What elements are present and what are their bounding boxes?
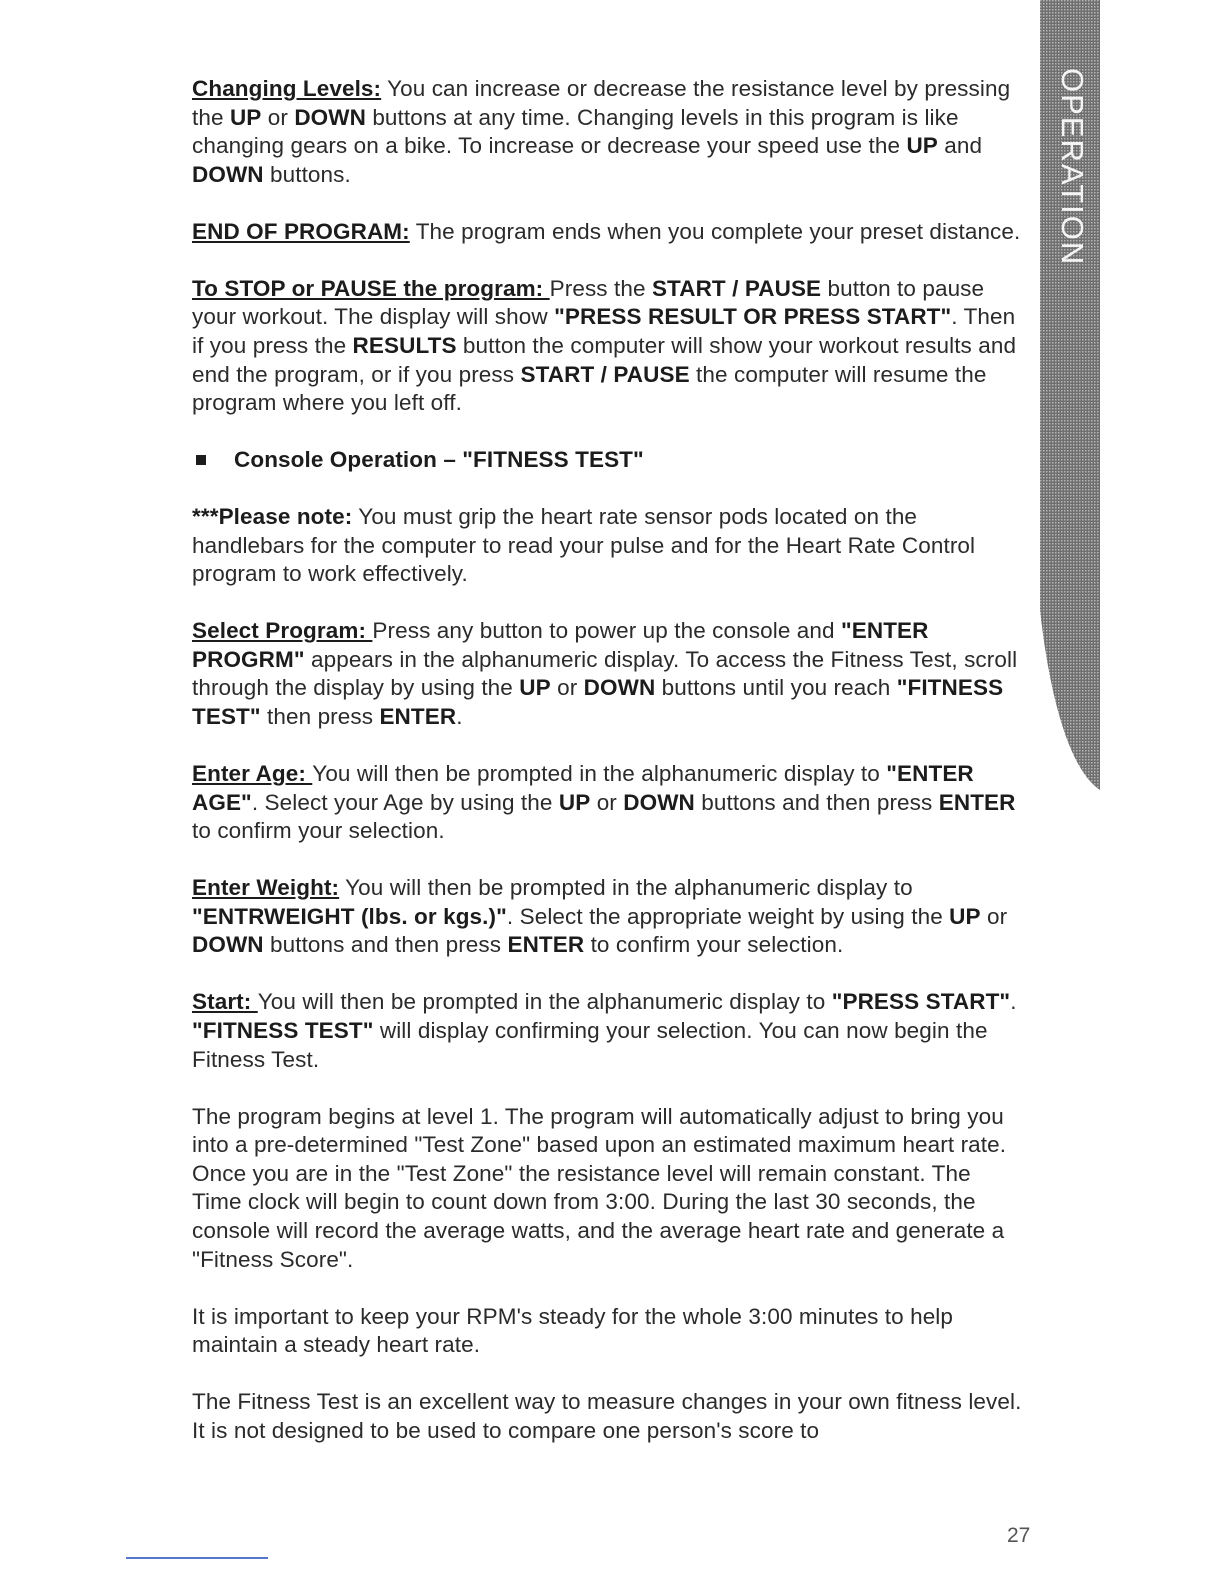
paragraph-program-begins: The program begins at level 1. The program will automatically adjust to bring you into a pre-determined "Test Zone" based upon an estimated maximum heart rate. Once you are in the "Test Zone" the resistance level will remain constant. The Time clock will begin to count down from 3:00. During the last 30 seconds, the console will record the average watts, and the average heart rate and generate a "Fitness Score". xyxy=(192,1103,1007,1272)
paragraph-rpm-steady: It is important to keep your RPM's steady for the whole 3:00 minutes to help maintain a steady heart rate. xyxy=(192,1303,954,1358)
page-number: 27 xyxy=(1007,1524,1031,1547)
paragraph-fitness-test-note: The Fitness Test is an excellent way to measure changes in your own fitness level. It is not designed to be used to compare one person's score to xyxy=(192,1389,1022,1443)
paragraph-stop-pause: To STOP or PAUSE the program: Press the START / PAUSE button to pause your workout. The display will show "PRESS RESULT OR PRESS START". Then if you press the RESULTS button the computer will show your workout results and end the program, or if you press START / PAUSE the computer will resume the program where you left off. xyxy=(192,275,1017,416)
section-heading: Console Operation – "FITNESS TEST" xyxy=(192,446,1022,475)
paragraph-select-program: Select Program: Press any button to power up the console and "ENTER PROGRM" appears in the alphanumeric display. To access the Fitness Test, scroll through the display by using the UP or DOWN buttons until you reach "FITNESS TEST" then press ENTER. xyxy=(192,618,1018,730)
paragraph-please-note: ***Please note: You must grip the heart rate sensor pods located on the handlebars for the computer to read your pulse and for the Heart Rate Control program to work effectively. xyxy=(192,504,976,587)
square-bullet-icon xyxy=(196,455,206,465)
paragraph-end-of-program: END OF PROGRAM: The program ends when you complete your preset distance. xyxy=(192,218,1021,244)
paragraph-enter-age: Enter Age: You will then be prompted in the alphanumeric display to "ENTER AGE". Select your Age by using the UP or DOWN buttons and then press ENTER to confirm your selection. xyxy=(192,761,1016,844)
document-body xyxy=(192,75,1022,1474)
paragraph-changing-levels: Changing Levels: You can increase or decrease the resistance level by pressing the UP or DOWN buttons at any time. Changing levels in this program is like changing gears on a bike. To increase or decrease your speed use the UP and DOWN buttons. xyxy=(192,76,1011,187)
bottom-rule xyxy=(126,1557,268,1559)
side-tab-label: OPERATION xyxy=(1055,68,1090,267)
paragraph-start: Start: You will then be prompted in the alphanumeric display to "PRESS START". "FITNESS TEST" will display confirming your selection. You can now begin the Fitness Test. xyxy=(192,989,1017,1072)
paragraph-enter-weight: Enter Weight: You will then be prompted in the alphanumeric display to "ENTRWEIGHT (lbs. or kgs.)". Select the appropriate weight by using the UP or DOWN buttons and then press ENTER to confirm your selection. xyxy=(192,875,1008,958)
